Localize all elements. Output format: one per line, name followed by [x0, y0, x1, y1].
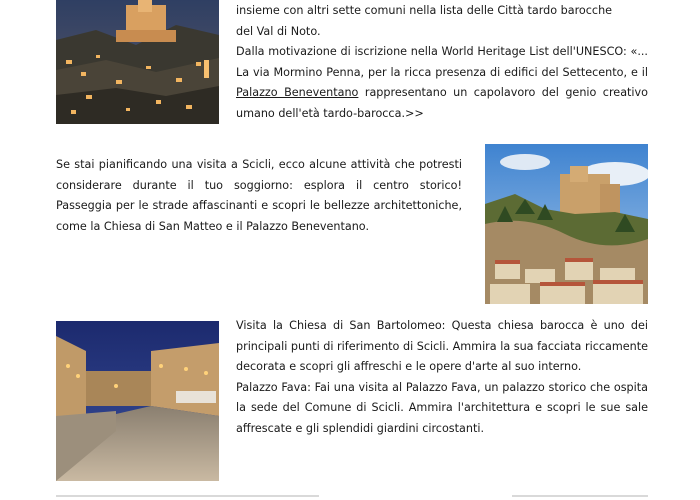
palazzo-beneventano-link[interactable]: Palazzo Beneventano — [236, 86, 359, 99]
section2-paragraph: Se stai pianificando una visita a Scicli, ecco alcune attività che potresti considerare durante il tuo soggiorno: esplora il centro storico! Passeggia per le strade affascinanti e scopri le bellezze architettoniche, come la Chiesa di San Matteo e il Palazzo Beneventano. — [56, 158, 462, 233]
unesco-quote — [236, 42, 648, 124]
night-town-photo — [56, 0, 219, 124]
section1-line1: insieme con altri sette comuni nella lista delle Città tardo barocche — [236, 4, 613, 17]
evening-street-photo — [56, 321, 219, 481]
section2-text — [56, 155, 462, 237]
fava-paragraph: Palazzo Fava: Fai una visita al Palazzo Fava, un palazzo storico che ospita la sede del Comune di Scicli. Ammira l'architettura e scopri le sue sale affrescate e gli splendidi giardini circostanti. — [236, 380, 648, 435]
section3-text — [236, 316, 648, 439]
castle-hill-photo — [485, 144, 648, 304]
section1-line2: del Val di Noto. — [236, 24, 321, 38]
bartolomeo-paragraph: Visita la Chiesa di San Bartolomeo: Questa chiesa barocca è uno dei principali punti di riferimento di Scicli. Ammira la sua facciata riccamente decorata e scopri gli affreschi e le opere d'arte al suo interno. — [236, 319, 648, 373]
section1-text — [236, 1, 648, 124]
bottom-divider-right — [512, 495, 648, 497]
bottom-divider-left — [56, 495, 319, 497]
unesco-quote-suffix: rappresentano un capolavoro del genio creativo umano dell'età tardo-barocca.>> — [236, 86, 649, 120]
unesco-quote-prefix: Dalla motivazione di iscrizione nella World Heritage List dell'UNESCO: «... La via Mormino Penna, per la ricca presenza di edifici del Settecento, e il — [236, 45, 648, 79]
